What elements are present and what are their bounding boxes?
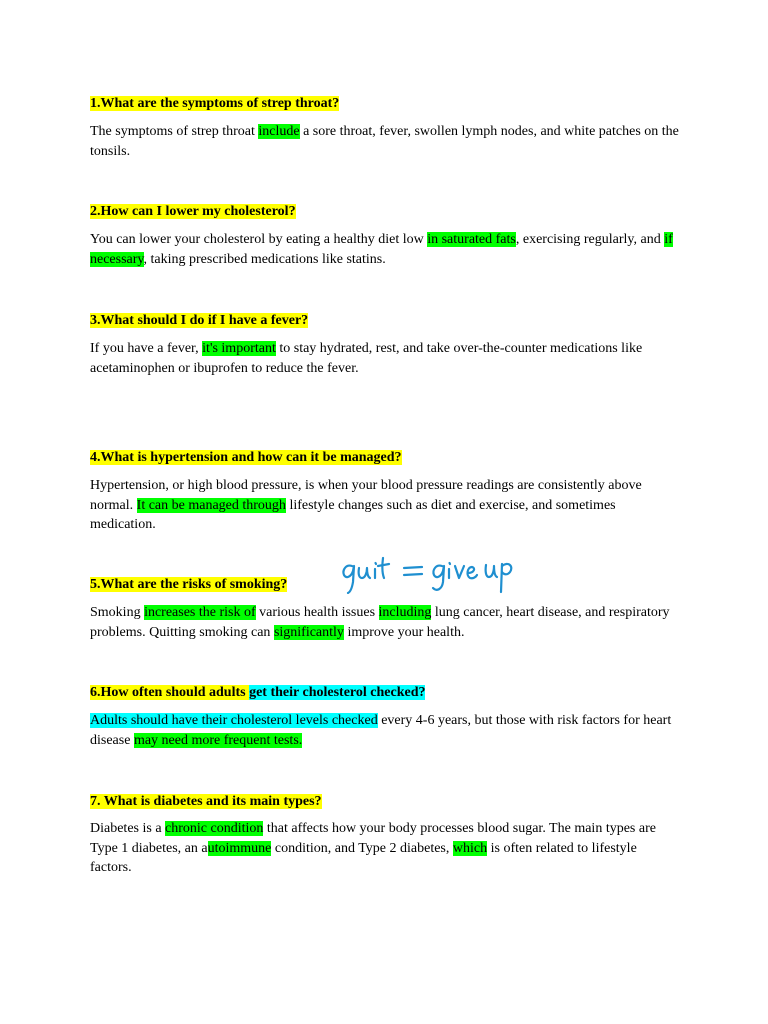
answer-text: is often related to lifestyle factors. <box>90 840 637 875</box>
answer-1 <box>90 122 680 161</box>
highlighted-answer-text: significantly <box>273 624 344 640</box>
question-3 <box>90 312 308 329</box>
answer-text: every 4-6 years, but those with risk factors for heart disease <box>90 713 672 748</box>
highlighted-answer-text: utoimmune <box>207 840 272 856</box>
highlighted-answer-text: may need more frequent tests. <box>133 732 303 748</box>
answer-text: You can lower your cholesterol by eating a healthy diet low <box>90 232 428 247</box>
highlighted-question-text: 5.What are the risks of smoking? <box>90 577 288 592</box>
highlighted-question-text: 7. What is diabetes and its main types? <box>90 794 322 809</box>
answer-text: lifestyle changes such as diet and exercise, and sometimes medication. <box>90 497 616 532</box>
answer-text: If you have a fever, <box>90 341 203 356</box>
answer-text: lung cancer, heart disease, and respiratory problems. Quitting smoking can <box>90 605 670 640</box>
question-1 <box>90 95 339 112</box>
highlighted-answer-text: in saturated fats <box>427 232 516 247</box>
highlighted-question-text: 6.How often should adults <box>90 685 250 700</box>
answer-5 <box>90 603 680 642</box>
question-2 <box>90 203 296 220</box>
answer-7 <box>90 819 680 878</box>
question-4 <box>90 449 402 466</box>
answer-text: Smoking <box>90 605 145 620</box>
answer-text: condition, and Type 2 diabetes, <box>271 840 453 856</box>
highlighted-answer-text: it's important <box>202 341 276 356</box>
highlighted-question-text: 1.What are the symptoms of strep throat? <box>90 96 340 111</box>
answer-text: to stay hydrated, rest, and take over-the-counter medications like acetaminophen or ibuprofen to reduce the fever. <box>90 341 643 376</box>
question-5 <box>90 576 287 593</box>
answer-text: various health issues <box>255 605 379 620</box>
highlighted-answer-text: Adults should have their cholesterol levels checked <box>90 713 378 728</box>
answer-2 <box>90 230 680 269</box>
highlighted-question-text: 4.What is hypertension and how can it be managed? <box>90 450 402 465</box>
highlighted-question-text: get their cholesterol checked? <box>249 685 426 700</box>
handwritten-note <box>338 552 514 594</box>
answer-text: improve your health. <box>343 624 465 640</box>
highlighted-answer-text: including <box>378 605 432 620</box>
answer-4 <box>90 476 680 535</box>
answer-text: , taking prescribed medications like statins. <box>143 251 386 267</box>
answer-3 <box>90 339 680 378</box>
question-7 <box>90 793 322 810</box>
highlighted-answer-text: increases the risk of <box>144 605 256 620</box>
answer-text: Hypertension, or high blood pressure, is when your blood pressure readings are consistently above normal. <box>90 478 642 513</box>
highlighted-answer-text: if necessary <box>90 232 673 267</box>
highlighted-answer-text: include <box>258 124 300 139</box>
highlighted-question-text: 3.What should I do if I have a fever? <box>90 313 309 328</box>
answer-text: a sore throat, fever, swollen lymph nodes, and white patches on the tonsils. <box>90 124 679 159</box>
answer-text: that affects how your body processes blood sugar. The main types are Type 1 diabetes, an a <box>90 821 656 856</box>
highlighted-answer-text: which <box>452 840 488 856</box>
answer-text: The symptoms of strep throat <box>90 124 259 139</box>
answer-text: Diabetes is a <box>90 821 166 836</box>
highlighted-answer-text: It can be managed through <box>136 497 286 513</box>
highlighted-answer-text: chronic condition <box>165 821 264 836</box>
answer-6 <box>90 711 680 750</box>
question-6 <box>90 684 425 701</box>
answer-text: , exercising regularly, and <box>515 232 665 247</box>
highlighted-question-text: 2.How can I lower my cholesterol? <box>90 204 296 219</box>
